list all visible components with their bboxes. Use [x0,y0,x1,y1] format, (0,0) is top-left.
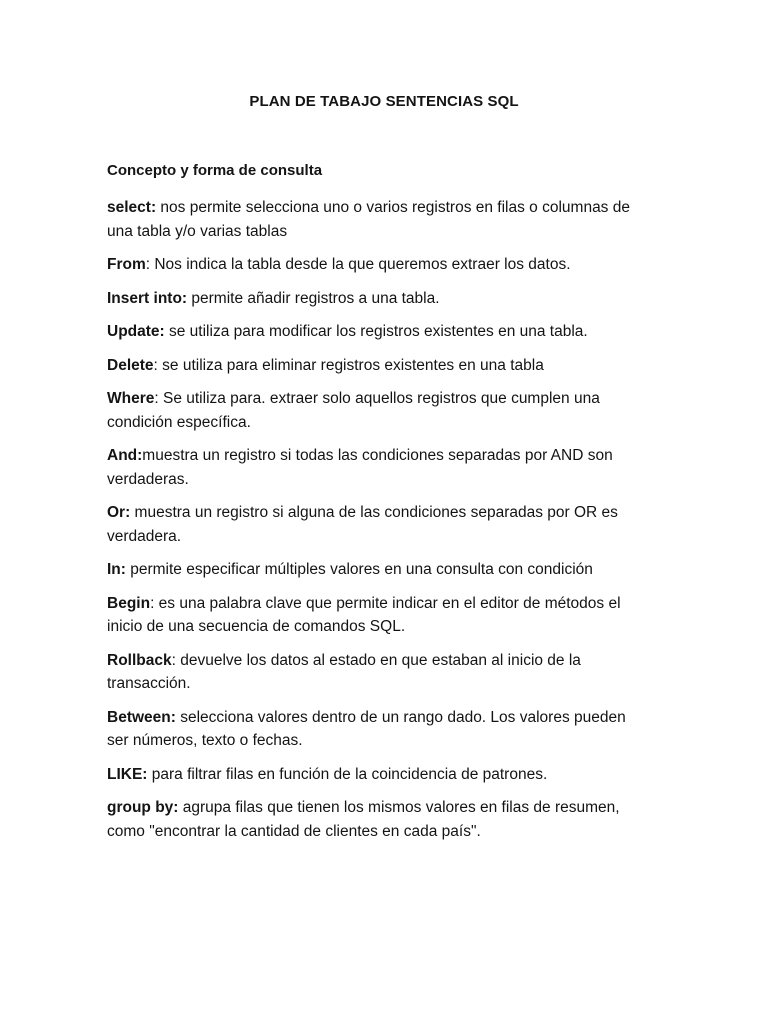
definition-insert-into [107,287,647,311]
term-select: select: [107,199,157,216]
definition-where [107,387,647,434]
document-title: PLAN DE TABAJO SENTENCIAS SQL [249,93,519,110]
description-select: nos permite selecciona uno o varios registros en filas o columnas de una tabla y/o varias tablas [107,199,630,240]
definition-rollback [107,649,647,696]
description-group-by: agrupa filas que tienen los mismos valores en filas de resumen, como "encontrar la cantidad de clientes en cada país". [107,799,620,840]
term-where: Where [107,390,155,407]
section-heading: Concepto y forma de consulta [107,162,323,179]
term-in: In: [107,561,126,578]
description-rollback: : devuelve los datos al estado en que estaban al inicio de la transacción. [107,651,581,692]
term-delete: Delete [107,356,154,374]
term-rollback: Rollback [107,651,172,669]
term-from: From [107,256,146,273]
definition-or [107,501,647,548]
definition-begin [107,592,647,639]
description-update: se utiliza para modificar los registros existentes en una tabla. [164,323,588,340]
definition-from [107,253,647,277]
definition-between [107,706,647,753]
term-update: Update: [107,323,165,340]
description-like: para filtrar filas en función de la coincidencia de patrones. [147,765,548,783]
term-between: Between: [107,708,176,726]
definition-select [107,196,647,243]
term-begin: Begin [107,594,151,612]
term-and: And: [107,447,143,464]
definition-delete [107,354,647,378]
definition-group-by [107,796,647,843]
description-from: : Nos indica la tabla desde la que queremos extraer los datos. [145,256,571,273]
description-where: : Se utiliza para. extraer solo aquellos registros que cumplen una condición específica. [107,390,600,431]
description-in: permite especificar múltiples valores en una consulta con condición [125,561,593,578]
definition-like [107,763,647,787]
term-or: Or: [107,504,131,521]
description-or: muestra un registro si alguna de las condiciones separadas por OR es verdadera. [107,504,618,545]
description-insert-into: permite añadir registros a una tabla. [187,289,440,307]
definitions-list [107,196,647,853]
description-delete: : se utiliza para eliminar registros existentes en una tabla [153,356,544,374]
definition-in [107,558,647,582]
description-and: muestra un registro si todas las condiciones separadas por AND son verdaderas. [107,447,613,488]
term-like: LIKE: [107,765,148,783]
definition-update [107,320,647,344]
definition-and [107,444,647,491]
term-group-by: group by: [107,799,179,816]
description-begin: : es una palabra clave que permite indicar en el editor de métodos el inicio de una secuencia de comandos SQL. [107,594,621,635]
term-insert-into: Insert into: [107,289,188,307]
description-between: selecciona valores dentro de un rango dado. Los valores pueden ser números, texto o fechas. [107,708,626,749]
